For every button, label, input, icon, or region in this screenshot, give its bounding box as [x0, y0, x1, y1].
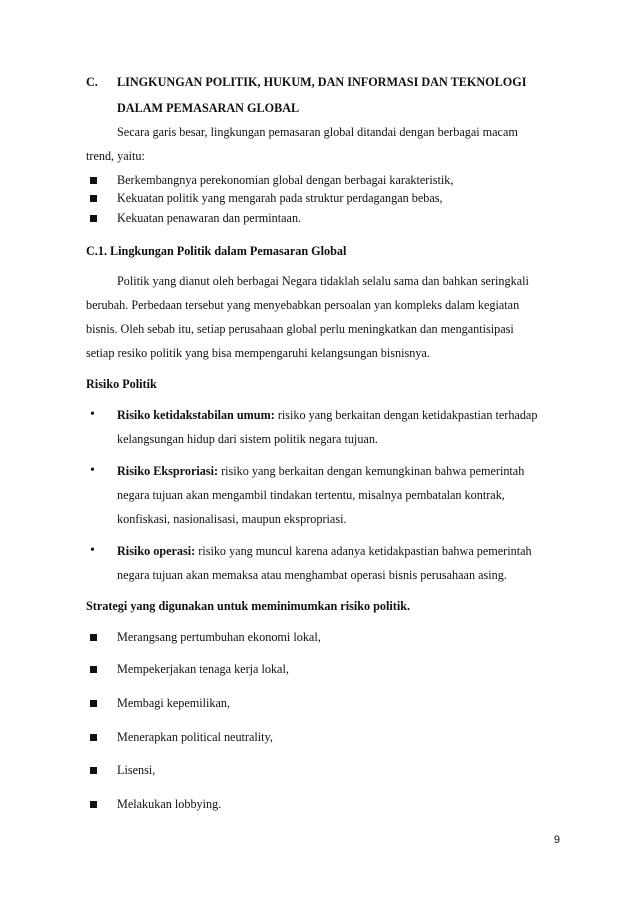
heading-line-2: DALAM PEMASARAN GLOBAL — [117, 101, 300, 115]
risiko-item-3-line-2: negara tujuan akan memaksa atau menghambat operasi bisnis perusahaan asing. — [117, 568, 507, 582]
strategi-item-5: Lisensi, — [117, 763, 156, 777]
bullet-square-icon — [90, 666, 97, 673]
trend-item-2: Kekuatan politik yang mengarah pada struktur perdagangan bebas, — [117, 191, 443, 205]
risiko-desc: risiko yang muncul karena adanya ketidakpastian bahwa pemerintah — [195, 544, 532, 558]
bullet-dot-icon: • — [90, 543, 95, 558]
strategi-title: Strategi yang digunakan untuk meminimumkan risiko politik. — [86, 599, 411, 613]
strategi-item-6: Melakukan lobbying. — [117, 797, 222, 811]
bullet-square-icon — [90, 195, 97, 202]
risiko-title: Risiko Politik — [86, 377, 157, 391]
risiko-term: Risiko Eksproriasi: — [117, 464, 219, 478]
strategi-item-3: Membagi kepemilikan, — [117, 696, 231, 710]
risiko-item-2-line-1 — [117, 464, 524, 479]
bullet-square-icon — [90, 215, 97, 222]
heading-prefix: C. — [86, 75, 98, 89]
risiko-item-3-line-1 — [117, 544, 532, 559]
bullet-square-icon — [90, 767, 97, 774]
heading-line-1: LINGKUNGAN POLITIK, HUKUM, DAN INFORMASI DAN TEKNOLOGI — [117, 75, 527, 89]
risiko-term: Risiko ketidakstabilan umum: — [117, 408, 275, 422]
risiko-term: Risiko operasi: — [117, 544, 196, 558]
bullet-square-icon — [90, 801, 97, 808]
risiko-desc: risiko yang berkaitan dengan kemungkinan bahwa pemerintah — [218, 464, 525, 478]
c1-para-line-4: setiap resiko politik yang bisa mempengaruhi kelangsungan bisnisnya. — [86, 346, 430, 360]
strategi-item-2: Mempekerjakan tenaga kerja lokal, — [117, 662, 289, 676]
c1-para-line-3: bisnis. Oleh sebab itu, setiap perusahaan global perlu meningkatkan dan mengantisipasi — [86, 322, 514, 336]
bullet-dot-icon: • — [90, 407, 95, 422]
risiko-item-1-line-1 — [117, 408, 537, 423]
bullet-square-icon — [90, 634, 97, 641]
strategi-item-1: Merangsang pertumbuhan ekonomi lokal, — [117, 630, 321, 644]
intro-line-1: Secara garis besar, lingkungan pemasaran global ditandai dengan berbagai macam — [117, 125, 518, 139]
bullet-dot-icon: • — [90, 463, 95, 478]
c1-para-line-2: berubah. Perbedaan tersebut yang menyebabkan persoalan yan kompleks dalam kegiatan — [86, 298, 520, 312]
risiko-desc: risiko yang berkaitan dengan ketidakpastian terhadap — [274, 408, 538, 422]
risiko-item-2-line-3: konfiskasi, nasionalisasi, maupun ekspropriasi. — [117, 512, 347, 526]
risiko-item-1-line-2: kelangsungan hidup dari sistem politik negara tujuan. — [117, 432, 378, 446]
strategi-item-4: Menerapkan political neutrality, — [117, 730, 273, 744]
page-number: 9 — [553, 834, 560, 846]
c1-para-line-1: Politik yang dianut oleh berbagai Negara tidaklah selalu sama dan bahkan seringkali — [117, 274, 529, 288]
bullet-square-icon — [90, 177, 97, 184]
risiko-item-2-line-2: negara tujuan akan mengambil tindakan tertentu, misalnya pembatalan kontrak, — [117, 488, 505, 502]
bullet-square-icon — [90, 734, 97, 741]
trend-item-3: Kekuatan penawaran dan permintaan. — [117, 211, 302, 225]
section-c1-title: C.1. Lingkungan Politik dalam Pemasaran Global — [86, 244, 347, 258]
trend-item-1: Berkembangnya perekonomian global dengan berbagai karakteristik, — [117, 173, 454, 187]
intro-line-2: trend, yaitu: — [86, 149, 145, 163]
bullet-square-icon — [90, 700, 97, 707]
